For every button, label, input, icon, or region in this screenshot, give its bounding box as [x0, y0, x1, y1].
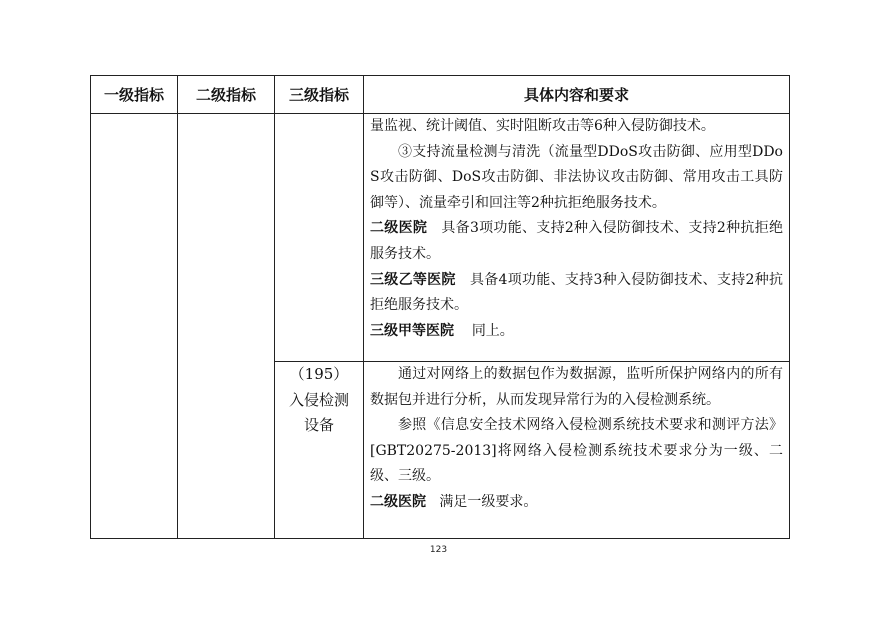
level-text: 具备4项功能、支持3种入侵防御技术、支持2种抗拒绝服务技术。 — [370, 271, 783, 314]
level-label: 二级医院 — [370, 493, 426, 510]
indicator-name: 设备 — [303, 416, 334, 435]
header-row — [91, 76, 790, 114]
level-requirement — [370, 490, 783, 516]
content-line: 量监视、统计阈值、实时阻断攻击等6种入侵防御技术。 — [370, 118, 715, 134]
content-cell — [364, 362, 790, 539]
content-paragraph: 通过对网络上的数据包作为数据源，监听所保护网络内的所有数据包并进行分析，从而发现异常行为的入侵检测系统。 — [370, 366, 783, 408]
level-label: 三级甲等医院 — [370, 322, 454, 339]
content-cell — [364, 114, 790, 362]
header-level2: 二级指标 — [178, 76, 275, 114]
level-requirement — [370, 268, 783, 319]
indicator-number: （195） — [289, 365, 349, 383]
spec-table — [90, 75, 790, 539]
header-level1: 一级指标 — [91, 76, 178, 114]
indicator-name: 入侵检测 — [288, 390, 349, 409]
header-content: 具体内容和要求 — [364, 76, 790, 114]
level-requirement — [370, 216, 783, 267]
level3-cell — [275, 114, 364, 362]
level-label: 三级乙等医院 — [370, 271, 456, 288]
level-text: 具备3项功能、支持2种入侵防御技术、支持2种抗拒绝服务技术。 — [370, 220, 783, 262]
level1-cell — [91, 114, 178, 539]
level-requirement — [370, 319, 783, 345]
content-paragraph: 参照《信息安全技术网络入侵检测系统技术要求和测评方法》[GBT20275-2013]将网络入侵检测系统技术要求分为一级、二级、三级。 — [370, 417, 783, 485]
level2-cell — [178, 114, 275, 539]
page-number: 123 — [429, 545, 448, 555]
level-text: 满足一级要求。 — [439, 493, 538, 510]
table-row — [91, 114, 790, 362]
header-level3: 三级指标 — [275, 76, 364, 114]
level-text: 同上。 — [471, 322, 514, 339]
level-label: 二级医院 — [370, 220, 428, 237]
content-paragraph: ③支持流量检测与清洗（流量型DDoS攻击防御、应用型DDoS攻击防御、DoS攻击防御、非法协议攻击防御、常用攻击工具防御等）、流量牵引和回注等2种抗拒绝服务技术。 — [370, 143, 783, 211]
indicator-name-cell — [275, 362, 364, 539]
